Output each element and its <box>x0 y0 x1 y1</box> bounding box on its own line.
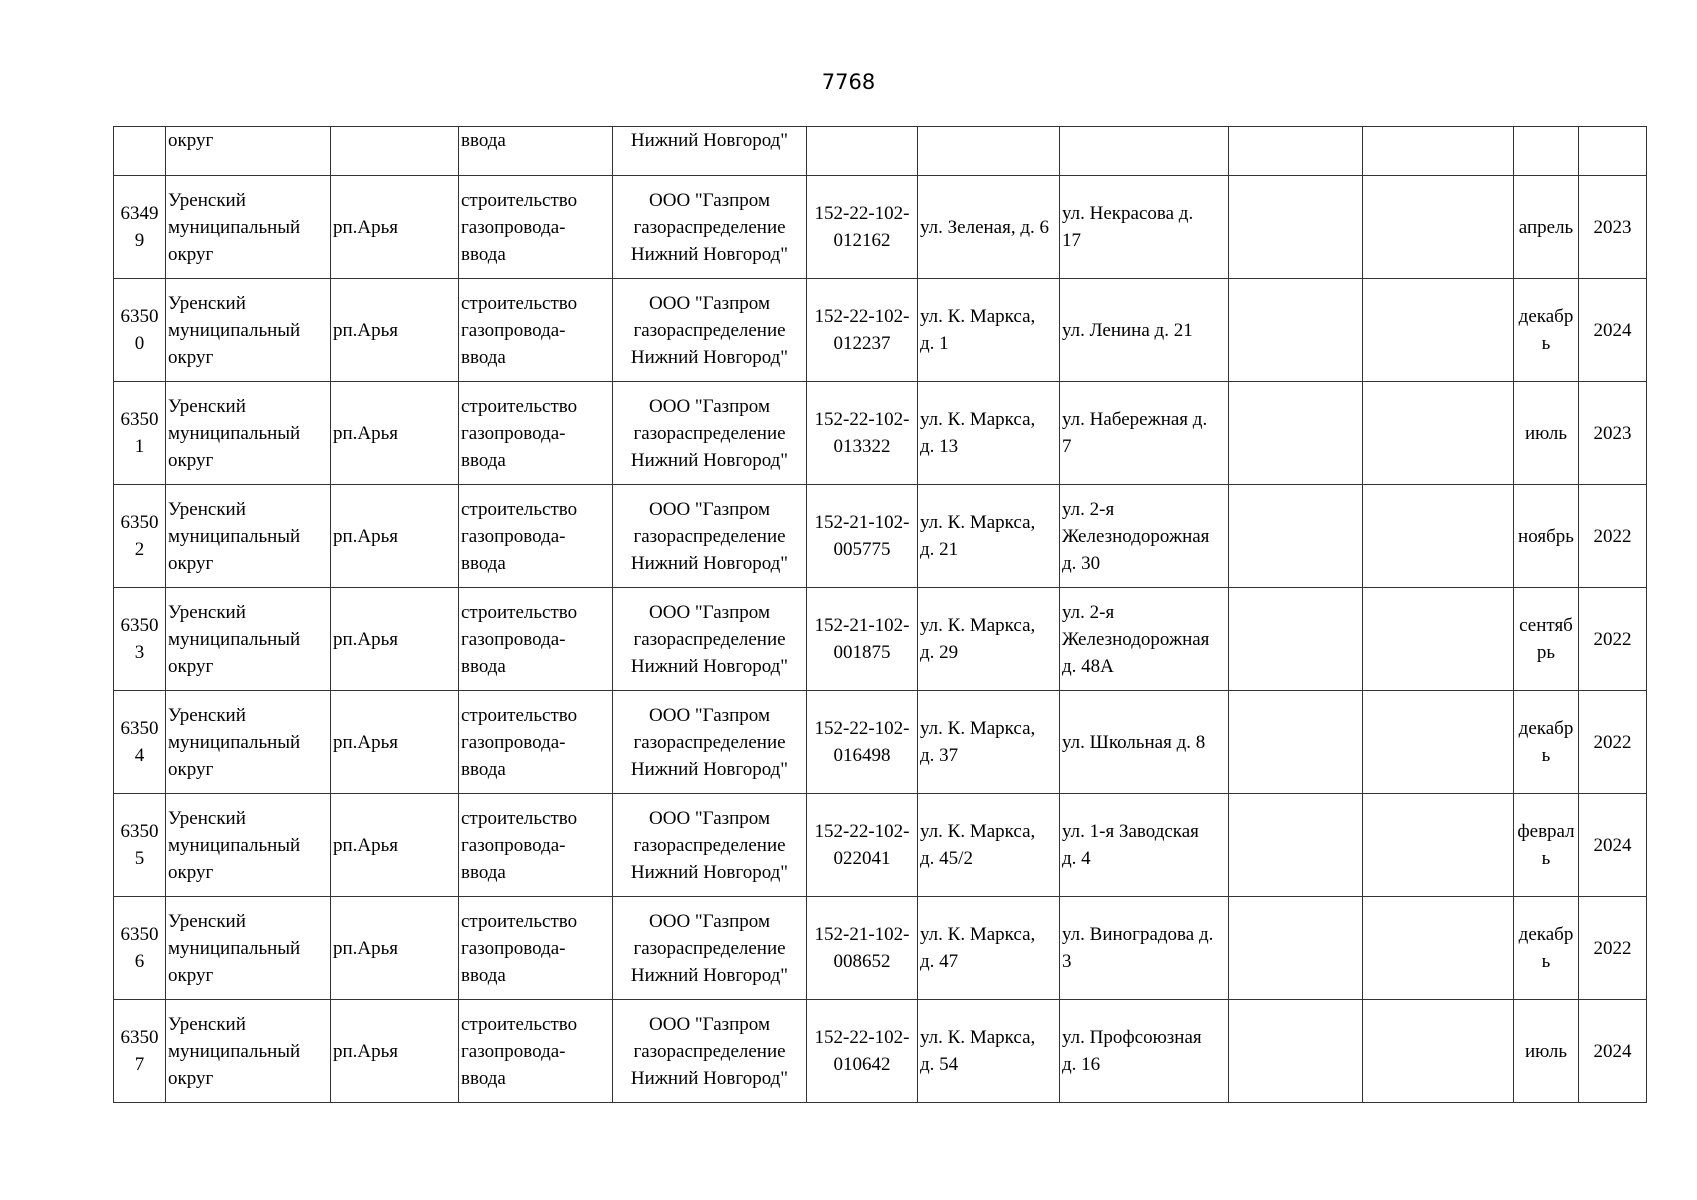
cell-line: ООО "Газпром <box>649 601 770 623</box>
cell-line: строительство <box>461 498 578 520</box>
cell-line: строительство <box>461 395 578 417</box>
cell-line: ввода <box>461 758 506 780</box>
cell-line: Уренский <box>168 704 246 726</box>
cell-line: 005775 <box>833 539 891 560</box>
cell-line: ООО "Газпром <box>649 807 770 829</box>
cell-to-address <box>1060 279 1229 382</box>
cell-line: 6 <box>134 951 145 972</box>
cell-line: 012162 <box>833 230 891 251</box>
cell-settlement: рп.Арья <box>331 279 459 382</box>
cell-empty <box>1363 127 1514 176</box>
cell-empty <box>1229 1000 1363 1103</box>
cell-to-address <box>1060 691 1229 794</box>
cell-line: газопровода- <box>461 525 566 547</box>
cell-line: ввода <box>461 346 506 368</box>
cell-settlement: рп.Арья <box>331 176 459 279</box>
cell-from-address <box>918 588 1060 691</box>
cell-line: округ <box>168 758 214 780</box>
cell-line: ул. Набережная д. <box>1062 409 1208 430</box>
cell-line: газораспределение <box>633 319 786 341</box>
cell-line: округ <box>168 552 214 574</box>
cell-organization <box>613 176 807 279</box>
table-row <box>114 691 1647 794</box>
cell-month <box>1514 1000 1579 1103</box>
cell-district <box>166 176 331 279</box>
cell-to-address <box>1060 1000 1229 1103</box>
cell-line: ь <box>1541 848 1551 869</box>
cell-line: Уренский <box>168 910 246 932</box>
cell-number <box>114 485 166 588</box>
cell-line: ООО "Газпром <box>649 498 770 520</box>
cell-from-address <box>918 485 1060 588</box>
cell-empty <box>1363 485 1514 588</box>
cell-line: 152-21-102- <box>814 512 910 533</box>
cell-line: Нижний Новгород" <box>630 243 789 265</box>
cell-settlement: рп.Арья <box>331 897 459 1000</box>
cell-line: ул. Школьная д. 8 <box>1062 731 1206 753</box>
cell-number <box>114 176 166 279</box>
cell-year: 2022 <box>1579 691 1647 794</box>
cell-empty <box>1363 794 1514 897</box>
cell-to-address <box>1060 485 1229 588</box>
cell-year: 2024 <box>1579 794 1647 897</box>
cell-code <box>807 794 918 897</box>
cell-line: ь <box>1541 333 1551 354</box>
cell-line: 6350 <box>120 821 159 842</box>
cell-month <box>1514 691 1579 794</box>
cell-line: Уренский <box>168 498 246 520</box>
cell-line: ул. К. Маркса, <box>920 409 1036 430</box>
cell-organization <box>613 382 807 485</box>
cell-line: 152-21-102- <box>814 615 910 636</box>
cell-empty <box>1363 588 1514 691</box>
cell-line: строительство <box>461 1013 578 1035</box>
cell-code <box>807 691 918 794</box>
cell-settlement: рп.Арья <box>331 1000 459 1103</box>
gasification-table <box>113 126 1647 1103</box>
cell-from-address <box>918 1000 1060 1103</box>
cell-empty <box>1229 897 1363 1000</box>
cell-work-type <box>459 1000 613 1103</box>
cell-line: ул. 2-я <box>1062 498 1115 520</box>
cell-district <box>166 691 331 794</box>
cell-month <box>1514 176 1579 279</box>
cell-line: газопровода- <box>461 628 566 650</box>
cell-line: ввода <box>461 861 506 883</box>
cell-line: строительство <box>461 704 578 726</box>
cell-line: Нижний Новгород" <box>630 758 789 780</box>
cell-line: 9 <box>134 230 145 251</box>
cell-line: ул. Виноградова д. <box>1062 924 1214 945</box>
cell-line: строительство <box>461 807 578 829</box>
cell-district <box>166 382 331 485</box>
cell-organization: Нижний Новгород" <box>613 127 807 176</box>
cell-line: 5 <box>134 848 145 869</box>
cell-empty <box>1363 279 1514 382</box>
cell-settlement <box>331 127 459 176</box>
cell-line: строительство <box>461 910 578 932</box>
cell-line: декабр <box>1518 718 1574 739</box>
cell-line: ноябрь <box>1518 525 1574 547</box>
cell-line: 152-22-102- <box>814 821 910 842</box>
cell-organization <box>613 794 807 897</box>
cell-line: Нижний Новгород" <box>630 449 789 471</box>
cell-line: Железнодорожная <box>1062 525 1210 547</box>
cell-year: 2023 <box>1579 382 1647 485</box>
table-row <box>114 794 1647 897</box>
cell-from-address <box>918 127 1060 176</box>
cell-year: 2023 <box>1579 176 1647 279</box>
cell-number <box>114 279 166 382</box>
cell-line: газопровода- <box>461 731 566 753</box>
cell-from-address <box>918 176 1060 279</box>
cell-line: 2 <box>134 539 145 560</box>
cell-month <box>1514 485 1579 588</box>
cell-district <box>166 794 331 897</box>
cell-settlement: рп.Арья <box>331 485 459 588</box>
cell-line: ул. Профсоюзная <box>1062 1027 1202 1048</box>
cell-code <box>807 382 918 485</box>
cell-organization <box>613 279 807 382</box>
cell-month <box>1514 588 1579 691</box>
cell-line: июль <box>1524 422 1568 444</box>
cell-to-address <box>1060 176 1229 279</box>
cell-number <box>114 1000 166 1103</box>
cell-line: муниципальный <box>168 319 301 341</box>
cell-line: д. 1 <box>920 333 949 354</box>
table-row <box>114 382 1647 485</box>
cell-line: 152-22-102- <box>814 203 910 224</box>
cell-month <box>1514 279 1579 382</box>
cell-line: газопровода- <box>461 1040 566 1062</box>
cell-line: 152-22-102- <box>814 306 910 327</box>
cell-line: муниципальный <box>168 628 301 650</box>
cell-line: муниципальный <box>168 525 301 547</box>
cell-line: д. 45/2 <box>920 848 973 869</box>
cell-work-type <box>459 794 613 897</box>
cell-line: газопровода- <box>461 319 566 341</box>
cell-line: 6350 <box>120 409 159 430</box>
cell-work-type <box>459 279 613 382</box>
cell-line: 152-21-102- <box>814 924 910 945</box>
cell-line: 6350 <box>120 1027 159 1048</box>
cell-line: газопровода- <box>461 216 566 238</box>
cell-line: Железнодорожная <box>1062 628 1210 650</box>
cell-line: округ <box>168 243 214 265</box>
cell-line: газопровода- <box>461 937 566 959</box>
cell-empty <box>1229 176 1363 279</box>
cell-district <box>166 279 331 382</box>
cell-code <box>807 279 918 382</box>
cell-from-address <box>918 382 1060 485</box>
cell-district <box>166 1000 331 1103</box>
cell-line: газораспределение <box>633 731 786 753</box>
cell-line: Уренский <box>168 292 246 314</box>
cell-work-type <box>459 176 613 279</box>
cell-line: сентяб <box>1519 615 1573 636</box>
cell-year: 2022 <box>1579 485 1647 588</box>
cell-line: 152-22-102- <box>814 718 910 739</box>
cell-code <box>807 485 918 588</box>
table-row <box>114 1000 1647 1103</box>
cell-line: ул. К. Маркса, <box>920 924 1036 945</box>
cell-line: д. 29 <box>920 642 959 663</box>
cell-code <box>807 588 918 691</box>
cell-line: округ <box>168 655 214 677</box>
cell-line: муниципальный <box>168 834 301 856</box>
cell-line: округ <box>168 861 214 883</box>
cell-line: ул. Некрасова д. <box>1062 203 1194 224</box>
cell-line: газораспределение <box>633 422 786 444</box>
cell-line: 3 <box>1062 951 1072 972</box>
cell-code <box>807 176 918 279</box>
cell-line: ул. 1-я Заводская <box>1062 821 1199 842</box>
cell-line: ввода <box>461 449 506 471</box>
cell-line: газораспределение <box>633 937 786 959</box>
cell-line: ввода <box>461 655 506 677</box>
cell-line: газораспределение <box>633 1040 786 1062</box>
cell-line: ООО "Газпром <box>649 395 770 417</box>
cell-work-type <box>459 691 613 794</box>
cell-line: декабр <box>1518 924 1574 945</box>
cell-work-type <box>459 897 613 1000</box>
cell-from-address <box>918 279 1060 382</box>
cell-line: муниципальный <box>168 422 301 444</box>
cell-district <box>166 485 331 588</box>
cell-line: ООО "Газпром <box>649 1013 770 1035</box>
cell-line: муниципальный <box>168 216 301 238</box>
cell-line: ввода <box>461 552 506 574</box>
table-row <box>114 588 1647 691</box>
cell-organization <box>613 588 807 691</box>
cell-work-type <box>459 485 613 588</box>
cell-line: газораспределение <box>633 216 786 238</box>
cell-line: ООО "Газпром <box>649 910 770 932</box>
cell-organization <box>613 691 807 794</box>
cell-empty <box>1229 588 1363 691</box>
cell-line: Уренский <box>168 395 246 417</box>
cell-line: 6350 <box>120 512 159 533</box>
cell-district: округ <box>166 127 331 176</box>
cell-to-address <box>1060 794 1229 897</box>
cell-settlement: рп.Арья <box>331 588 459 691</box>
cell-to-address <box>1060 382 1229 485</box>
cell-year: 2024 <box>1579 279 1647 382</box>
cell-month <box>1514 127 1579 176</box>
cell-line: ул. К. Маркса, <box>920 821 1036 842</box>
cell-organization <box>613 1000 807 1103</box>
cell-line: д. 16 <box>1062 1054 1101 1075</box>
cell-empty <box>1229 127 1363 176</box>
cell-line: строительство <box>461 601 578 623</box>
cell-district <box>166 897 331 1000</box>
cell-line: рь <box>1536 642 1556 663</box>
cell-line: газораспределение <box>633 834 786 856</box>
cell-number <box>114 382 166 485</box>
cell-line: 010642 <box>833 1054 891 1075</box>
cell-empty <box>1229 691 1363 794</box>
cell-work-type <box>459 382 613 485</box>
cell-line: 1 <box>134 436 145 457</box>
cell-number <box>114 794 166 897</box>
cell-line: 6350 <box>120 615 159 636</box>
cell-from-address <box>918 794 1060 897</box>
cell-line: д. 37 <box>920 745 959 766</box>
cell-line: Уренский <box>168 601 246 623</box>
cell-line: газопровода- <box>461 422 566 444</box>
cell-settlement: рп.Арья <box>331 382 459 485</box>
cell-line: д. 47 <box>920 951 959 972</box>
cell-line: строительство <box>461 189 578 211</box>
cell-line: 3 <box>134 642 145 663</box>
cell-line: ООО "Газпром <box>649 292 770 314</box>
cell-empty <box>1229 382 1363 485</box>
cell-empty <box>1363 1000 1514 1103</box>
cell-line: ул. К. Маркса, <box>920 512 1036 533</box>
cell-empty <box>1229 279 1363 382</box>
cell-number <box>114 691 166 794</box>
cell-line: д. 21 <box>920 539 959 560</box>
cell-month <box>1514 794 1579 897</box>
cell-line: апрель <box>1518 216 1574 238</box>
cell-line: Уренский <box>168 1013 246 1035</box>
cell-line: Нижний Новгород" <box>630 655 789 677</box>
cell-line: 013322 <box>833 436 891 457</box>
cell-number <box>114 127 166 176</box>
cell-line: ввода <box>461 964 506 986</box>
cell-line: 6349 <box>120 203 159 224</box>
cell-district <box>166 588 331 691</box>
cell-empty <box>1363 897 1514 1000</box>
cell-line: Нижний Новгород" <box>630 1067 789 1089</box>
cell-line: феврал <box>1517 821 1575 842</box>
cell-to-address <box>1060 897 1229 1000</box>
cell-empty <box>1363 176 1514 279</box>
cell-month <box>1514 897 1579 1000</box>
cell-line: 4 <box>134 745 145 766</box>
table-row <box>114 897 1647 1000</box>
cell-organization <box>613 485 807 588</box>
cell-line: строительство <box>461 292 578 314</box>
cell-line: д. 30 <box>1062 552 1101 574</box>
continued-row <box>114 127 1647 176</box>
cell-line: 022041 <box>833 848 891 869</box>
cell-line: муниципальный <box>168 1040 301 1062</box>
cell-line: ь <box>1541 745 1551 766</box>
cell-line: ь <box>1541 951 1551 972</box>
cell-line: муниципальный <box>168 731 301 753</box>
cell-from-address <box>918 897 1060 1000</box>
cell-to-address <box>1060 588 1229 691</box>
cell-line: ввода <box>461 1067 506 1089</box>
cell-year: 2024 <box>1579 1000 1647 1103</box>
cell-line: газопровода- <box>461 834 566 856</box>
cell-year <box>1579 127 1647 176</box>
table-row <box>114 176 1647 279</box>
cell-code <box>807 127 918 176</box>
cell-line: Нижний Новгород" <box>630 552 789 574</box>
cell-work-type: ввода <box>459 127 613 176</box>
cell-line: д. 13 <box>920 436 959 457</box>
cell-settlement: рп.Арья <box>331 691 459 794</box>
cell-line: округ <box>168 449 214 471</box>
cell-line: ООО "Газпром <box>649 189 770 211</box>
cell-line: 012237 <box>833 333 891 354</box>
cell-line: Нижний Новгород" <box>630 861 789 883</box>
table-row <box>114 485 1647 588</box>
cell-line: 17 <box>1062 230 1081 251</box>
table-row <box>114 279 1647 382</box>
cell-line: ул. К. Маркса, <box>920 615 1036 636</box>
cell-line: ул. К. Маркса, <box>920 718 1036 739</box>
cell-to-address <box>1060 127 1229 176</box>
cell-year: 2022 <box>1579 897 1647 1000</box>
cell-line: 6350 <box>120 718 159 739</box>
cell-line: 008652 <box>833 951 891 972</box>
page-number: 7768 <box>821 70 876 94</box>
cell-work-type <box>459 588 613 691</box>
cell-year: 2022 <box>1579 588 1647 691</box>
cell-line: Уренский <box>168 189 246 211</box>
cell-line: ул. Зеленая, д. 6 <box>920 216 1050 238</box>
cell-empty <box>1363 382 1514 485</box>
cell-line: округ <box>168 1067 214 1089</box>
cell-number <box>114 588 166 691</box>
cell-organization <box>613 897 807 1000</box>
cell-line: ул. 2-я <box>1062 601 1115 623</box>
cell-line: 001875 <box>833 642 891 663</box>
cell-line: 152-22-102- <box>814 409 910 430</box>
cell-line: ул. К. Маркса, <box>920 1027 1036 1048</box>
cell-line: 152-22-102- <box>814 1027 910 1048</box>
cell-line: Нижний Новгород" <box>630 346 789 368</box>
cell-line: д. 48А <box>1062 655 1114 677</box>
cell-empty <box>1229 794 1363 897</box>
cell-line: округ <box>168 346 214 368</box>
cell-line: Уренский <box>168 807 246 829</box>
cell-line: ввода <box>461 243 506 265</box>
cell-month <box>1514 382 1579 485</box>
cell-line: ул. Ленина д. 21 <box>1062 319 1193 341</box>
cell-empty <box>1363 691 1514 794</box>
cell-line: муниципальный <box>168 937 301 959</box>
cell-code <box>807 897 918 1000</box>
cell-line: 7 <box>1062 436 1072 457</box>
cell-line: 016498 <box>833 745 891 766</box>
cell-code <box>807 1000 918 1103</box>
cell-line: 0 <box>134 333 145 354</box>
cell-line: июль <box>1524 1040 1568 1062</box>
cell-settlement: рп.Арья <box>331 794 459 897</box>
cell-line: ООО "Газпром <box>649 704 770 726</box>
cell-line: 6350 <box>120 924 159 945</box>
cell-from-address <box>918 691 1060 794</box>
cell-line: округ <box>168 964 214 986</box>
cell-line: д. 54 <box>920 1054 959 1075</box>
cell-line: 7 <box>134 1054 145 1075</box>
cell-line: декабр <box>1518 306 1574 327</box>
cell-number <box>114 897 166 1000</box>
cell-line: ул. К. Маркса, <box>920 306 1036 327</box>
cell-empty <box>1229 485 1363 588</box>
cell-line: газораспределение <box>633 525 786 547</box>
table-body <box>114 127 1647 1103</box>
cell-line: д. 4 <box>1062 848 1091 869</box>
cell-line: газораспределение <box>633 628 786 650</box>
cell-line: Нижний Новгород" <box>630 964 789 986</box>
cell-line: 6350 <box>120 306 159 327</box>
